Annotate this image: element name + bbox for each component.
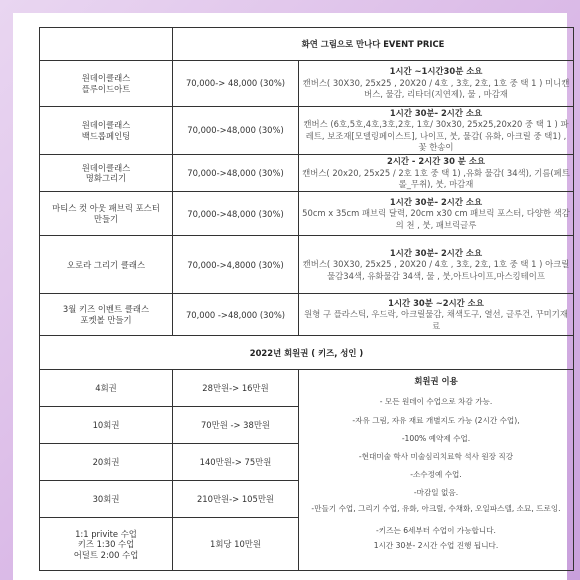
class-price: 70,000->48,000 (30%) [173, 192, 299, 236]
membership-section-row [40, 336, 574, 370]
private-lesson-label: 1:1 privite 수업 키즈 1:30 수업 어덜트 2:00 수업 [40, 518, 173, 571]
class-detail: 1시간 30분 ~2시간 소요 원형 구 플라스틱, 우드락, 아크릴물감, 채색도구, 열선, 글루건, 꾸미기재료 [299, 294, 574, 336]
class-row [40, 192, 574, 236]
class-row [40, 155, 574, 192]
membership-info-line: -마감일 없음. [413, 488, 459, 498]
membership-label: 4회권 [40, 370, 173, 407]
class-name: 마티스 컷 아웃 패브릭 포스터 만들기 [40, 192, 173, 236]
price-table [39, 27, 574, 571]
membership-price: 140만원-> 75만원 [173, 444, 299, 481]
membership-price: 70만원 -> 38만원 [173, 407, 299, 444]
membership-price: 28만원-> 16만원 [173, 370, 299, 407]
class-row [40, 107, 574, 155]
membership-info-line: -소수정예 수업. [410, 470, 462, 480]
membership-info-line: -만들기 수업, 그리기 수업, 유화, 아크릴, 수채화, 오일파스텔, 소묘, 드로잉. [311, 503, 561, 513]
membership-price: 210만원-> 105만원 [173, 481, 299, 518]
private-lesson-price: 1회당 10만원 [173, 518, 299, 571]
class-detail: 1시간 ~1시간30분 소요 캔버스( 30X30, 25x25 , 20X20 / 4호 , 3호, 2호, 1호 중 택 1 ) 미니캔버스, 물감, 리타더(지연제), 물 , 마감재 [299, 61, 574, 107]
membership-label: 10회권 [40, 407, 173, 444]
membership-label: 20회권 [40, 444, 173, 481]
class-name: 3월 키즈 이벤트 클래스 포켓볼 만들기 [40, 294, 173, 336]
event-price-title: 화연 그림으로 만나다 EVENT PRICE [173, 28, 574, 61]
membership-info-title: 회원권 이용 [414, 376, 458, 387]
class-price: 70,000->4,8000 (30%) [173, 236, 299, 294]
membership-info-line: -현대미술 학사 미술심리치료학 석사 원장 직강 [358, 451, 514, 461]
class-name: 원데이클래스 백드롭페인팅 [40, 107, 173, 155]
class-price: 70,000 ->48,000 (30%) [173, 294, 299, 336]
class-price: 70,000-> 48,000 (30%) [173, 61, 299, 107]
membership-row [40, 370, 574, 407]
class-detail: 2시간 - 2시간 30 분 소요 캔버스( 20x20, 25x25 / 2호 1호 중 택 1) ,유화 물감( 34색), 기름(페트롤_무취), 붓, 마감재 [299, 155, 574, 192]
membership-info-line: - 모든 원데이 수업으로 차감 가능. [379, 397, 493, 407]
class-row [40, 294, 574, 336]
membership-info-line: -키즈는 6세부터 수업이 가능합니다. [376, 526, 496, 536]
class-name: 원데이클래스 명화그리기 [40, 155, 173, 192]
class-name: 원데이클래스 플루이드아트 [40, 61, 173, 107]
class-row [40, 61, 574, 107]
membership-info-line: -자유 그림, 자유 재료 개별지도 가능 (2시간 수업), [352, 415, 520, 425]
header-blank-cell [40, 28, 173, 61]
price-sheet [13, 13, 570, 580]
membership-label: 30회권 [40, 481, 173, 518]
class-detail: 1시간 30분- 2시간 소요 50cm x 35cm 패브릭 달력, 20cm x30 cm 패브릭 포스터, 다양한 색감의 천 , 붓, 패브릭글루 [299, 192, 574, 236]
class-row [40, 236, 574, 294]
membership-info-line: 1시간 30분- 2시간 수업 진행 됩니다. [373, 541, 499, 551]
class-detail: 1시간 30분- 2시간 소요 캔버스( 30X30, 25x25 , 20X20 / 4호 , 3호, 2호, 1호 중 택 1 ) 아크릴 물감34색, 유화물감 34색, 물 , 붓,아트나이프,마스킹테이프 [299, 236, 574, 294]
membership-section-title: 2022년 회원권 ( 키즈, 성인 ) [40, 336, 574, 370]
class-detail: 1시간 30분- 2시간 소요 캔버스 (6호,5호,4호,3호,2호, 1호/ 30x30, 25x25,20x20 중 택 1 ) 파레트, 보조재[모델링페이스트], 나이프, 붓, 물감( 유화, 아크릴 중 택1) ,꽃 한송이 [299, 107, 574, 155]
membership-info [299, 370, 574, 571]
class-name: 오로라 그리기 클래스 [40, 236, 173, 294]
header-row [40, 28, 574, 61]
membership-info-line: -100% 예약제 수업. [401, 433, 471, 443]
class-price: 70,000->48,000 (30%) [173, 155, 299, 192]
class-price: 70,000->48,000 (30%) [173, 107, 299, 155]
